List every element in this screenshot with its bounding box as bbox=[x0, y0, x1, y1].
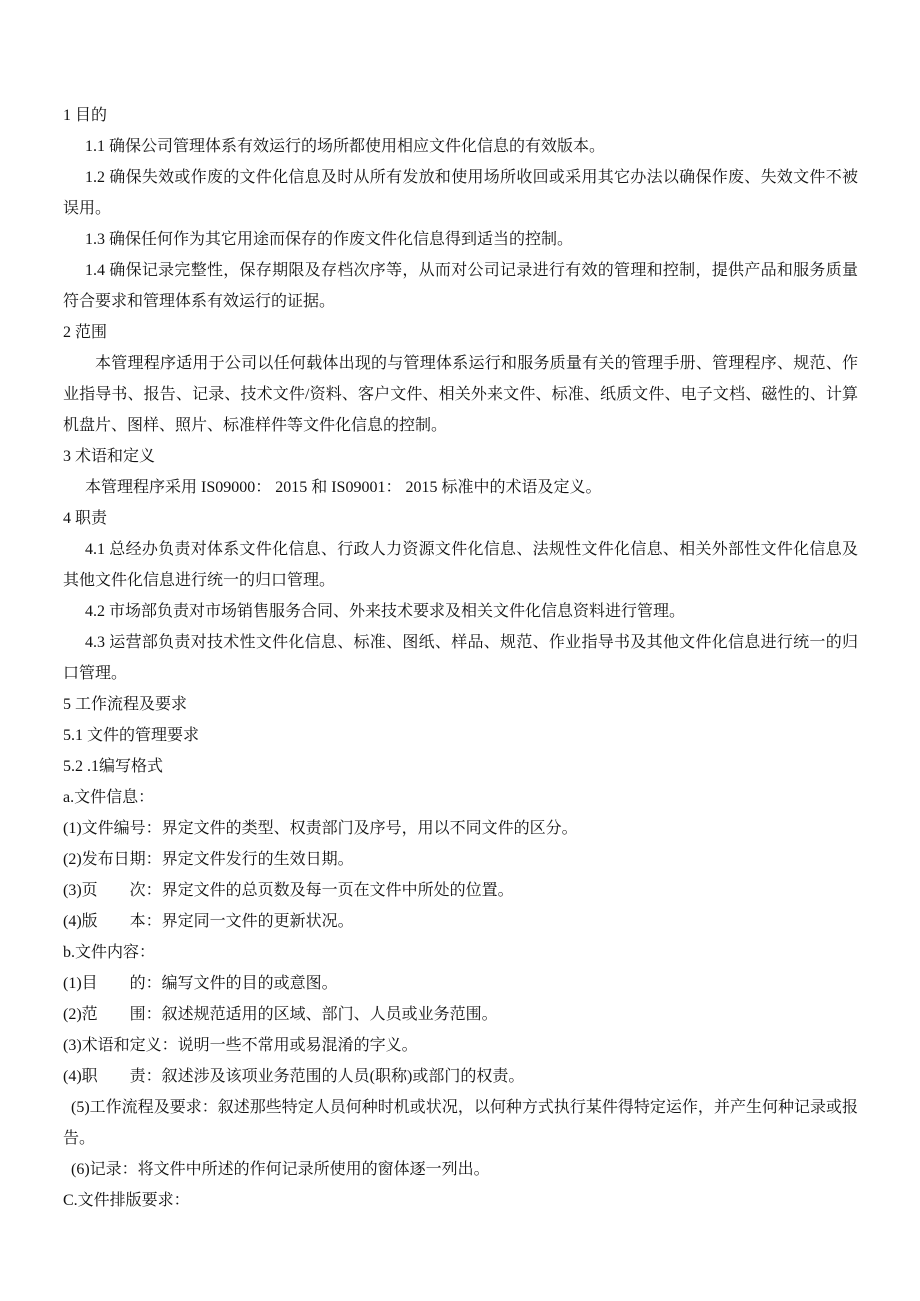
paragraph-b-item-5: (5)工作流程及要求：叙述那些特定人员何种时机或状况，以何种方式执行某件得特定运作，并产生何种记录或报告。 bbox=[63, 1099, 858, 1147]
paragraph-4-2: 4.2 市场部负责对市场销售服务合同、外来技术要求及相关文件化信息资料进行管理。 bbox=[85, 603, 686, 620]
paragraph-b-item-3: (3)术语和定义：说明一些不常用或易混淆的字义。 bbox=[63, 1037, 418, 1054]
paragraph-1-1: 1.1 确保公司管理体系有效运行的场所都使用相应文件化信息的有效版本。 bbox=[85, 138, 606, 155]
paragraph-b-item-1: (1)目 的：编写文件的目的或意图。 bbox=[63, 975, 338, 992]
section-heading-3-terms: 3 术语和定义 bbox=[63, 448, 156, 465]
paragraph-4-1: 4.1 总经办负责对体系文件化信息、行政人力资源文件化信息、法规性文件化信息、相关外部性文件化信息及其他文件化信息进行统一的归口管理。 bbox=[63, 541, 858, 589]
paragraph-5-1: 5.1 文件的管理要求 bbox=[63, 727, 200, 744]
paragraph-a-item-4: (4)版 本：界定同一文件的更新状况。 bbox=[63, 913, 354, 930]
paragraph-1-4: 1.4 确保记录完整性，保存期限及存档次序等，从而对公司记录进行有效的管理和控制，提供产品和服务质量符合要求和管理体系有效运行的证据。 bbox=[63, 262, 858, 310]
paragraph-5-2: 5.2 .1编写格式 bbox=[63, 758, 164, 775]
paragraph-1-3: 1.3 确保任何作为其它用途而保存的作废文件化信息得到适当的控制。 bbox=[85, 231, 574, 248]
paragraph-terms-body: 本管理程序采用 IS09000： 2015 和 IS09001： 2015 标准中的术语及定义。 bbox=[85, 479, 602, 496]
paragraph-a-item-1: (1)文件编号：界定文件的类型、权责部门及序号，用以不同文件的区分。 bbox=[63, 820, 578, 837]
paragraph-scope-body: 本管理程序适用于公司以任何载体出现的与管理体系运行和服务质量有关的管理手册、管理程序、规范、作业指导书、报告、记录、技术文件/资料、客户文件、相关外来文件、标准、纸质文件、电子文档、磁性的、计算机盘片、图样、照片、标准样件等文件化信息的控制。 bbox=[63, 355, 858, 434]
paragraph-a-item-2: (2)发布日期：界定文件发行的生效日期。 bbox=[63, 851, 354, 868]
paragraph-a-item-3: (3)页 次：界定文件的总页数及每一页在文件中所处的位置。 bbox=[63, 882, 514, 899]
paragraph-b-item-2: (2)范 围：叙述规范适用的区域、部门、人员或业务范围。 bbox=[63, 1006, 498, 1023]
paragraph-4-3: 4.3 运营部负责对技术性文件化信息、标准、图纸、样品、规范、作业指导书及其他文件化信息进行统一的归口管理。 bbox=[63, 634, 858, 682]
paragraph-b-item-6: (6)记录：将文件中所述的作何记录所使用的窗体逐一列出。 bbox=[71, 1161, 490, 1178]
paragraph-a-file-info: a.文件信息： bbox=[63, 789, 155, 806]
section-heading-1-purpose: 1 目的 bbox=[63, 107, 108, 124]
paragraph-1-2: 1.2 确保失效或作废的文件化信息及时从所有发放和使用场所收回或采用其它办法以确保作废、失效文件不被误用。 bbox=[63, 169, 858, 217]
section-heading-2-scope: 2 范围 bbox=[63, 324, 108, 341]
section-heading-5-workflow: 5 工作流程及要求 bbox=[63, 696, 188, 713]
paragraph-b-item-4: (4)职 责：叙述涉及该项业务范围的人员(职称)或部门的权责。 bbox=[63, 1068, 525, 1085]
paragraph-b-file-content: b.文件内容： bbox=[63, 944, 156, 961]
paragraph-c-layout-req: C.文件排版要求： bbox=[63, 1192, 190, 1209]
section-heading-4-duties: 4 职责 bbox=[63, 510, 108, 527]
